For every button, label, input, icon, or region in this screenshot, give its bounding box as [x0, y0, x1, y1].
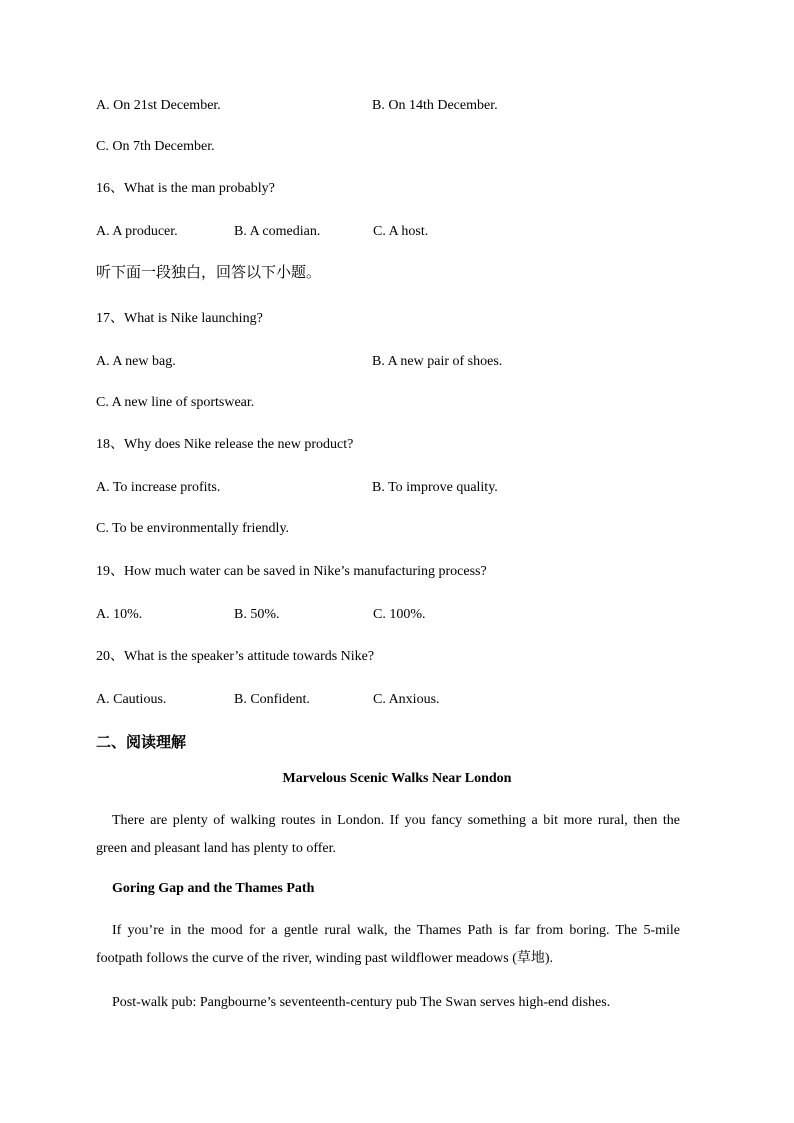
listening-instruction: 听下面一段独白，回答以下小题。: [96, 263, 322, 281]
q16-option-c: C. A host.: [373, 224, 429, 239]
passage-subheading: Goring Gap and the Thames Path: [112, 881, 315, 896]
q17-question: 17、What is Nike launching?: [96, 311, 263, 326]
q15-option-a: A. On 21st December.: [96, 98, 221, 113]
q16-question: 16、What is the man probably?: [96, 181, 275, 196]
q16-option-a: A. A producer.: [96, 224, 178, 239]
reading-section-heading: 二、阅读理解: [96, 733, 187, 751]
q20-option-c: C. Anxious.: [373, 692, 440, 707]
passage-paragraph-1: If you’re in the mood for a gentle rural walk, the Thames Path is far from boring. The 5-mile footpath follows the curve of the river, winding past wildflower meadows (草地).: [96, 923, 680, 966]
passage-title: Marvelous Scenic Walks Near London: [282, 771, 512, 786]
q17-options-row: [96, 353, 503, 371]
q15-options-row: [96, 97, 498, 115]
q18-option-a: A. To increase profits.: [96, 480, 221, 495]
q19-option-a: A. 10%.: [96, 607, 143, 622]
q16-option-b: B. A comedian.: [234, 224, 321, 239]
q18-options-row: [96, 479, 498, 497]
q15-option-c: C. On 7th December.: [96, 139, 215, 154]
q20-option-a: A. Cautious.: [96, 692, 167, 707]
q19-options-row: [96, 606, 426, 624]
q18-option-b: B. To improve quality.: [372, 480, 498, 495]
q18-option-c: C. To be environmentally friendly.: [96, 521, 290, 536]
q17-option-c: C. A new line of sportswear.: [96, 395, 255, 410]
q20-option-b: B. Confident.: [234, 692, 310, 707]
q19-option-c: C. 100%.: [373, 607, 426, 622]
q17-option-a: A. A new bag.: [96, 354, 176, 369]
passage-intro: There are plenty of walking routes in London. If you fancy something a bit more rural, then the green and pleasant land has plenty to offer.: [96, 813, 680, 856]
q19-question: 19、How much water can be saved in Nike’s manufacturing process?: [96, 564, 487, 579]
q19-option-b: B. 50%.: [234, 607, 280, 622]
q20-options-row: [96, 691, 440, 709]
q16-options-row: [96, 223, 429, 241]
q20-question: 20、What is the speaker’s attitude towards Nike?: [96, 649, 375, 664]
passage-paragraph-2: Post-walk pub: Pangbourne’s seventeenth-century pub The Swan serves high-end dishes.: [112, 995, 611, 1010]
q15-option-b: B. On 14th December.: [372, 98, 498, 113]
q18-question: 18、Why does Nike release the new product?: [96, 437, 354, 452]
q17-option-b: B. A new pair of shoes.: [372, 354, 503, 369]
